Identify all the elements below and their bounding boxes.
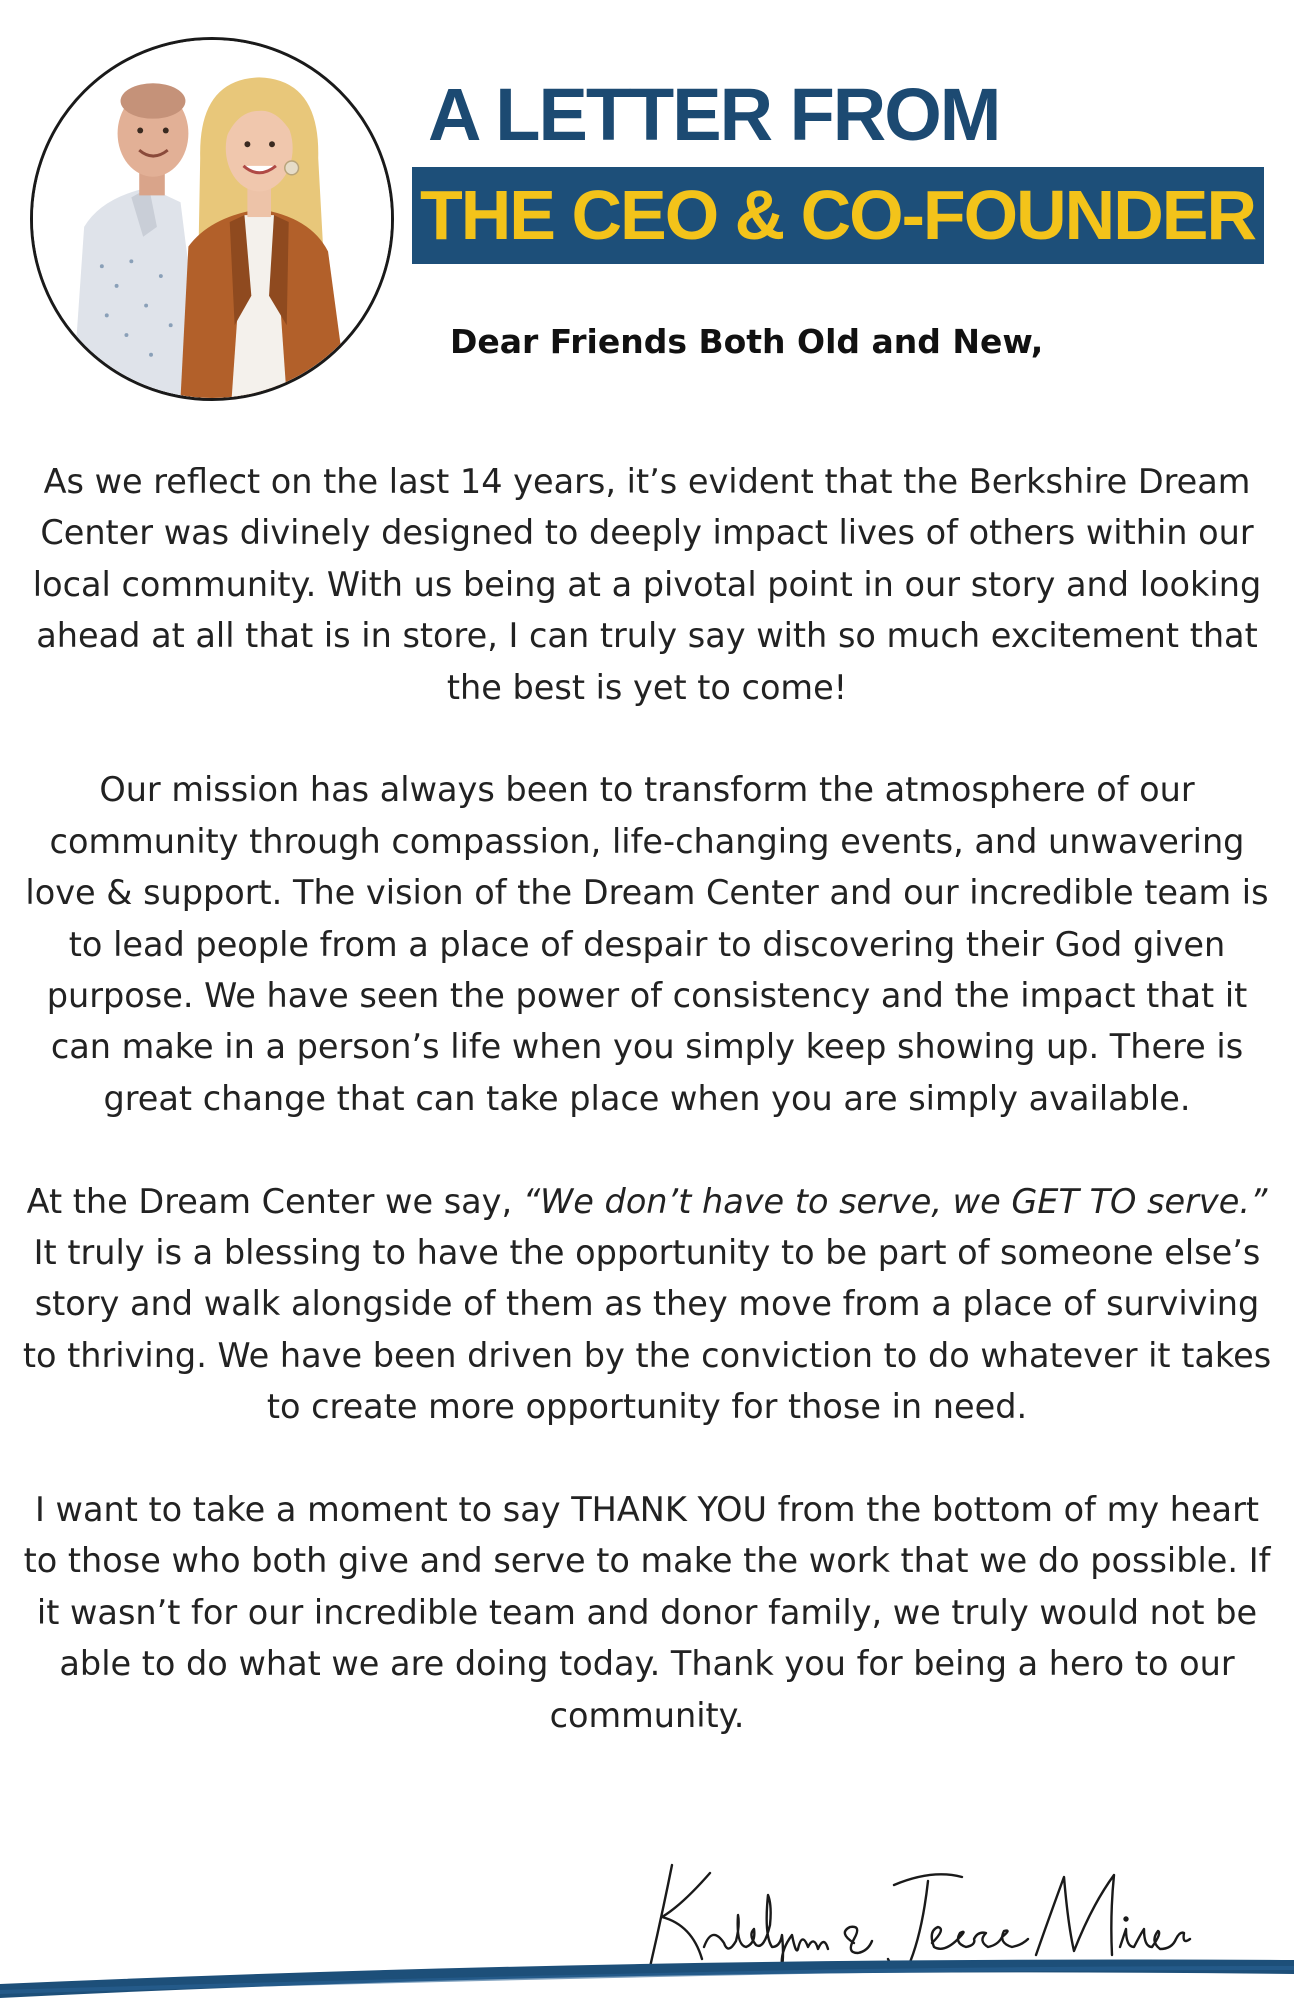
page-title-line1: A LETTER FROM	[428, 73, 1000, 156]
letter-paragraph-4: I want to take a moment to say THANK YOU from the bottom of my heart to those who both give and serve to make the work that we do possible. If it wasn’t for our incredible team and donor family, we truly would not be able to do what we are doing today. Thank you for being a hero to our community.	[23, 1490, 1271, 1735]
letter-body	[20, 456, 1274, 1741]
letter-paragraph-1: As we reflect on the last 14 years, it’s evident that the Berkshire Dream Center was divinely designed to deeply impact lives of others within our local community. With us being at a pivotal point in our story and looking ahead at all that is in store, I can truly say with so much excitement that the best is yet to come!	[32, 462, 1262, 707]
letter-paragraph-3	[20, 1176, 1274, 1433]
motto-quote: “We don’t have to serve, we GET TO serve.”	[522, 1181, 1268, 1221]
paragraph-3-lead: At the Dream Center we say,	[26, 1181, 523, 1221]
page-title-line2: THE CEO & CO-FOUNDER	[420, 176, 1255, 254]
blue-brush-swoosh-icon	[0, 1940, 1294, 2000]
paragraph-3-rest: It truly is a blessing to have the opportunity to be part of someone else’s story and walk alongside of them as they move from a place of surviving to thriving. We have been driven by the conviction to do whatever it takes to create more opportunity for those in need.	[22, 1233, 1272, 1427]
founders-photo-icon	[30, 37, 394, 401]
letter-greeting: Dear Friends Both Old and New,	[450, 322, 1044, 361]
letter-paragraph-2: Our mission has always been to transform the atmosphere of our community through compassion, life-changing events, and unwavering love & support. The vision of the Dream Center and our incredible team is to lead people from a place of despair to discovering their God given purpose. We have seen the power of consistency and the impact that it can make in a person’s life when you simply keep showing up. There is great change that can take place when you are simply available.	[25, 770, 1269, 1118]
